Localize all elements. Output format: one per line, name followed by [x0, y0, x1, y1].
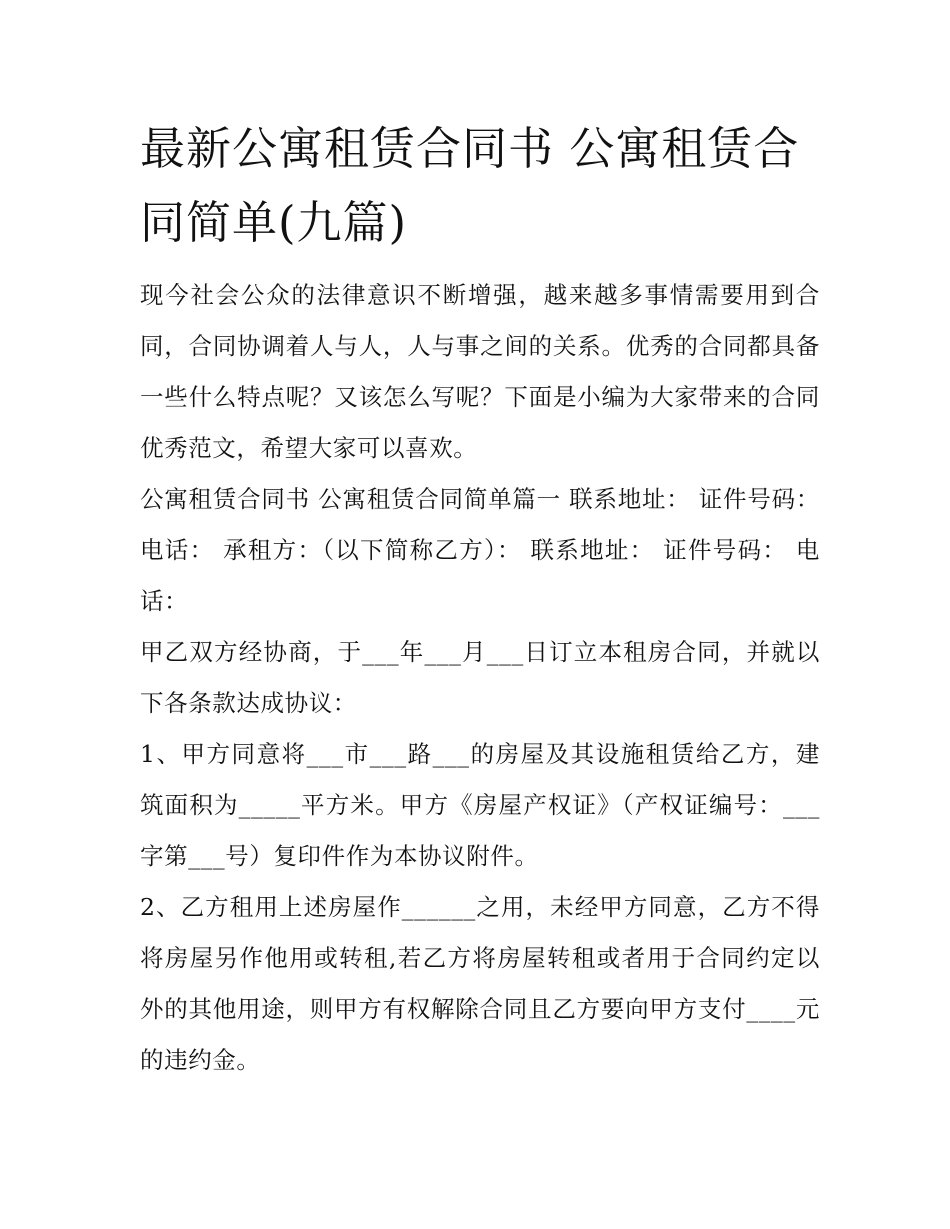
agreement-paragraph: 甲乙双方经协商，于___年___月___日订立本租房合同，并就以下各条款达成协议： — [140, 638, 820, 717]
document-page — [140, 112, 820, 1086]
intro-paragraph: 现今社会公众的法律意识不断增强，越来越多事情需要用到合同，合同协调着人与人，人与事之间的关系。优秀的合同都具备一些什么特点呢？又该怎么写呢？下面是小编为大家带来的合同优秀范文，希望大家可以喜欢。 — [140, 281, 820, 462]
party-info-paragraph: 公寓租赁合同书 公寓租赁合同简单篇一 联系地址： 证件号码： 电话： 承租方：（以下简称乙方）： 联系地址： 证件号码： 电话： — [140, 485, 820, 615]
clause-2-paragraph: 2、乙方租用上述房屋作______之用，未经甲方同意，乙方不得将房屋另作他用或转租,若乙方将房屋转租或者用于合同约定以外的其他用途，则甲方有权解除合同且乙方要向甲方支付____元的违约金。 — [140, 893, 820, 1074]
document-title: 最新公寓租赁合同书 公寓租赁合同简单(九篇) — [140, 122, 800, 249]
clause-1-paragraph: 1、甲方同意将___市___路___的房屋及其设施租赁给乙方，建筑面积为_____平方米。甲方《房屋产权证》（产权证编号：___字第___号）复印件作为本协议附件。 — [140, 740, 820, 870]
